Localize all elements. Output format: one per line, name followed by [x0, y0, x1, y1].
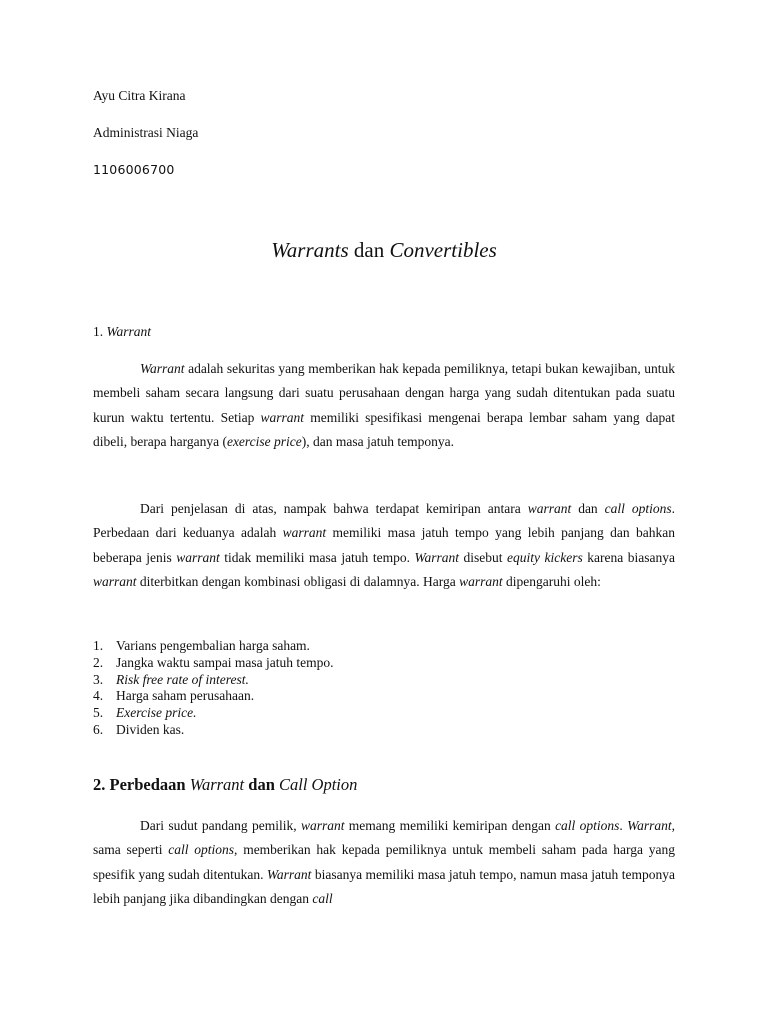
paragraph-body: [93, 501, 675, 589]
italic-term: Warrant: [266, 866, 312, 882]
text-run: , sama seperti: [93, 818, 676, 858]
section1-heading: [93, 324, 151, 340]
italic-term: exercise price: [226, 434, 302, 450]
italic-term: warrant: [260, 409, 305, 425]
text-run: dipengaruhi oleh:: [502, 574, 601, 590]
list-item: [93, 638, 333, 655]
italic-term: equity kickers: [507, 549, 583, 565]
paragraph-body: [93, 818, 675, 906]
text-run: Dari sudut pandang pemilik,: [140, 818, 301, 833]
italic-term: call: [312, 891, 333, 907]
text-run: biasanya memiliki masa jatuh tempo, namun masa jatuh temponya lebih panjang jika dibandingkan dengan: [93, 866, 675, 907]
list-item-number: 4.: [93, 688, 104, 704]
list-item-text: Dividen kas.: [116, 721, 185, 737]
italic-term: warrant: [282, 525, 327, 541]
list-item: [93, 655, 333, 672]
italic-term: warrant: [300, 818, 345, 833]
text-run: memiliki masa jatuh tempo yang lebih panjang dan bahkan beberapa jenis: [93, 525, 675, 565]
text-run: .: [619, 818, 628, 833]
italic-term: warrant: [93, 574, 137, 590]
text-run: memang memiliki kemiripan dengan: [344, 818, 556, 833]
section2-heading: [93, 774, 357, 796]
italic-term: call options: [604, 501, 672, 516]
text-run: karena biasanya: [582, 549, 676, 565]
text-run: memiliki spesifikasi mengenai berapa lembar saham yang dapat dibeli, berapa harganya (: [93, 409, 675, 450]
list-item-text: Exercise price.: [116, 705, 197, 721]
list-item: [93, 672, 333, 689]
italic-term: Warrant: [140, 361, 185, 376]
text-run: , memberikan hak kepada pemiliknya untuk membeli saham pada harga yang spesifik yang sudah ditentukan.: [93, 842, 675, 882]
italic-term: call options: [555, 818, 620, 833]
section2-heading-prefix: 2. Perbedaan: [93, 775, 190, 794]
text-run: ), dan masa jatuh temponya.: [301, 434, 455, 450]
section1-number: 1.: [93, 324, 107, 339]
italic-term: call options: [168, 842, 235, 858]
list-item-number: 5.: [93, 705, 104, 721]
section2-term-call-option: Call Option: [279, 775, 358, 794]
text-run: diterbitkan dengan kombinasi obligasi di dalamnya. Harga: [136, 574, 460, 590]
list-item-number: 6.: [93, 721, 104, 737]
document-title: [0, 237, 768, 263]
list-item-number: 3.: [93, 671, 104, 687]
section1-paragraph-2: [93, 497, 675, 595]
list-item: [93, 705, 333, 722]
title-connector: dan: [348, 238, 390, 262]
list-item-text: Risk free rate of interest.: [116, 671, 249, 687]
list-item: [93, 722, 333, 739]
section1-paragraph-1: [93, 357, 675, 455]
list-item-text: Jangka waktu sampai masa jatuh tempo.: [116, 654, 334, 670]
text-run: Dari penjelasan di atas, nampak bahwa terdapat kemiripan antara: [140, 501, 528, 516]
warrant-price-factors-list: [93, 638, 333, 739]
text-run: tidak memiliki masa jatuh tempo.: [219, 549, 415, 565]
list-item-text: Harga saham perusahaan.: [116, 688, 255, 704]
text-run: adalah sekuritas yang memberikan hak kepada pemiliknya, tetapi bukan kewajiban, untuk membeli saham secara langsung dari suatu perusahaan dengan harga yang sudah ditentukan pada suatu kurun waktu tertentu. Setiap: [93, 361, 675, 425]
title-term-convertibles: Convertibles: [389, 238, 497, 262]
section2-paragraph-1: [93, 814, 675, 912]
study-program: Administrasi Niaga: [93, 125, 199, 140]
title-term-warrants: Warrants: [271, 238, 349, 262]
list-item: [93, 688, 333, 705]
list-item-number: 1.: [93, 638, 104, 653]
italic-term: warrant: [459, 574, 503, 590]
italic-term: warrant: [176, 549, 220, 565]
list-item-text: Varians pengembalian harga saham.: [116, 638, 310, 653]
list-item-number: 2.: [93, 654, 104, 670]
text-run: disebut: [458, 549, 508, 565]
italic-term: warrant: [527, 501, 572, 516]
student-id: 1106006700: [93, 162, 175, 177]
italic-term: Warrant: [414, 549, 459, 565]
author-name: Ayu Citra Kirana: [93, 88, 186, 103]
section2-term-warrant: Warrant: [189, 775, 245, 794]
text-run: dan: [571, 501, 605, 516]
section2-heading-connector: dan: [244, 775, 279, 794]
paragraph-body: [93, 361, 675, 449]
text-run: . Perbedaan dari keduanya adalah: [93, 501, 675, 541]
italic-term: Warrant: [627, 818, 672, 833]
section1-term: Warrant: [106, 324, 152, 339]
